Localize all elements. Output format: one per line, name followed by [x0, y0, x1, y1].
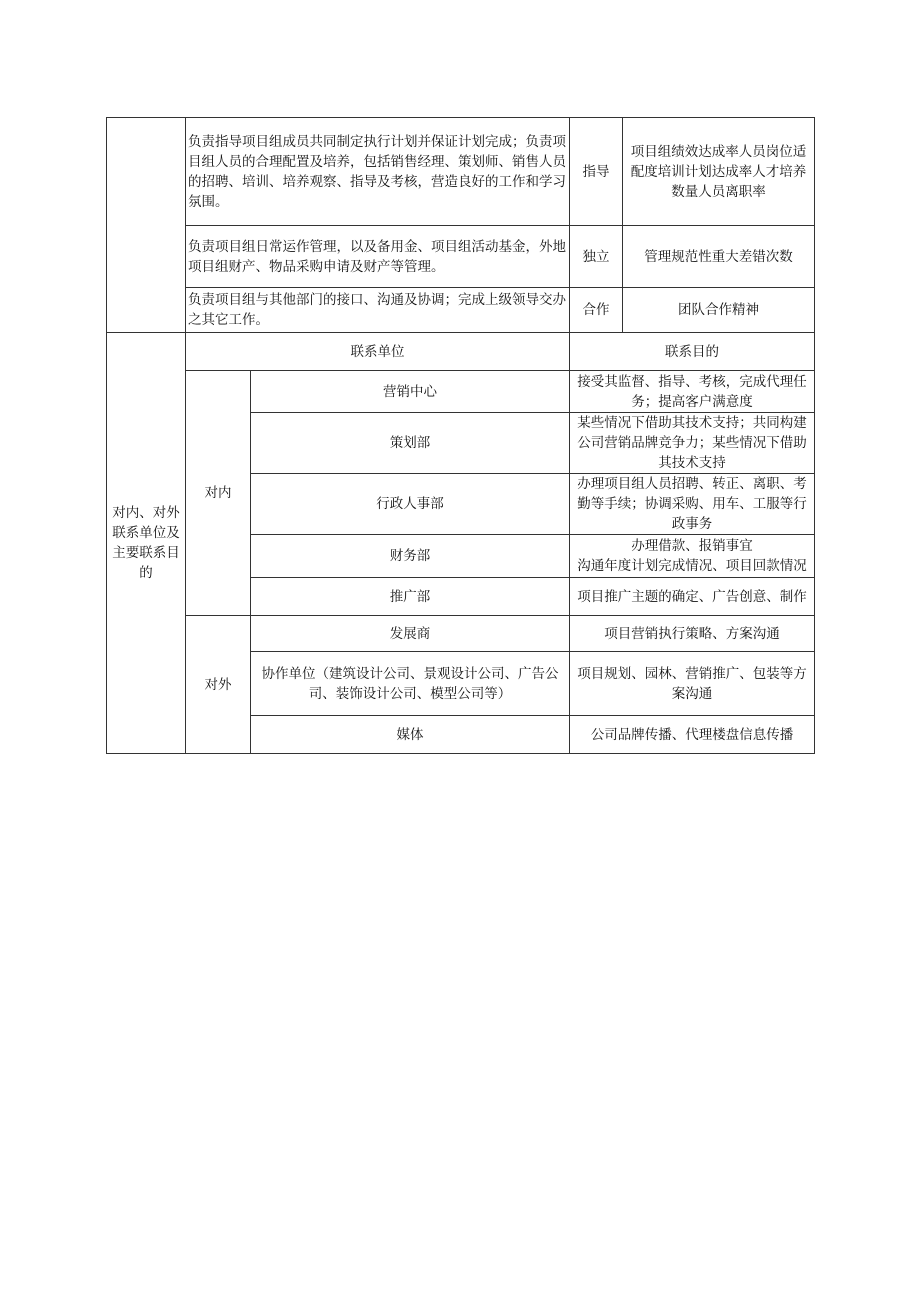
duty-role: 指导	[570, 118, 623, 226]
duties-section-label-cell	[107, 118, 186, 333]
contact-purpose-line: 办理借款、报销事宜	[631, 538, 753, 554]
contact-purpose: 项目推广主题的确定、广告创意、制作	[570, 578, 815, 616]
contact-unit: 媒体	[251, 716, 570, 754]
contact-unit: 策划部	[251, 413, 570, 474]
job-description-table	[106, 117, 815, 754]
internal-group-label: 对内	[186, 371, 251, 616]
header-contact-unit: 联系单位	[186, 333, 570, 371]
contact-purpose: 公司品牌传播、代理楼盘信息传播	[570, 716, 815, 754]
external-contact-row	[107, 616, 815, 652]
external-group-label: 对外	[186, 616, 251, 754]
contact-purpose: 接受其监督、指导、考核，完成代理任务；提高客户满意度	[570, 371, 815, 413]
contacts-section-label: 对内、对外联系单位及主要联系目的	[107, 333, 186, 754]
duty-row	[107, 118, 815, 226]
duty-role: 独立	[570, 226, 623, 288]
header-contact-purpose: 联系目的	[570, 333, 815, 371]
contact-purpose: 某些情况下借助其技术支持；共同构建公司营销品牌竞争力；某些情况下借助其技术支持	[570, 413, 815, 474]
contact-unit: 协作单位（建筑设计公司、景观设计公司、广告公司、装饰设计公司、模型公司等）	[251, 652, 570, 716]
duty-text: 负责项目组与其他部门的接口、沟通及协调；完成上级领导交办之其它工作。	[186, 288, 570, 333]
duty-metric: 管理规范性重大差错次数	[623, 226, 815, 288]
duty-row	[107, 288, 815, 333]
duty-row	[107, 226, 815, 288]
duty-metric: 团队合作精神	[623, 288, 815, 333]
duty-role: 合作	[570, 288, 623, 333]
contact-purpose	[570, 535, 815, 578]
duty-text: 负责指导项目组成员共同制定执行计划并保证计划完成；负责项目组人员的合理配置及培养，包括销售经理、策划师、销售人员的招聘、培训、培养观察、指导及考核，营造良好的工作和学习氛围。	[186, 118, 570, 226]
contact-purpose: 项目营销执行策略、方案沟通	[570, 616, 815, 652]
contact-unit: 发展商	[251, 616, 570, 652]
contact-purpose: 项目规划、园林、营销推广、包装等方案沟通	[570, 652, 815, 716]
contact-unit: 推广部	[251, 578, 570, 616]
contact-unit: 营销中心	[251, 371, 570, 413]
contact-purpose-line: 沟通年度计划完成情况、项目回款情况	[577, 558, 807, 574]
duty-metric: 项目组绩效达成率人员岗位适配度培训计划达成率人才培养数量人员离职率	[623, 118, 815, 226]
internal-contact-row	[107, 371, 815, 413]
contacts-header-row	[107, 333, 815, 371]
contact-purpose: 办理项目组人员招聘、转正、离职、考勤等手续；协调采购、用车、工服等行政事务	[570, 474, 815, 535]
duty-text: 负责项目组日常运作管理，以及备用金、项目组活动基金，外地项目组财产、物品采购申请及财产等管理。	[186, 226, 570, 288]
contact-unit: 财务部	[251, 535, 570, 578]
contact-unit: 行政人事部	[251, 474, 570, 535]
